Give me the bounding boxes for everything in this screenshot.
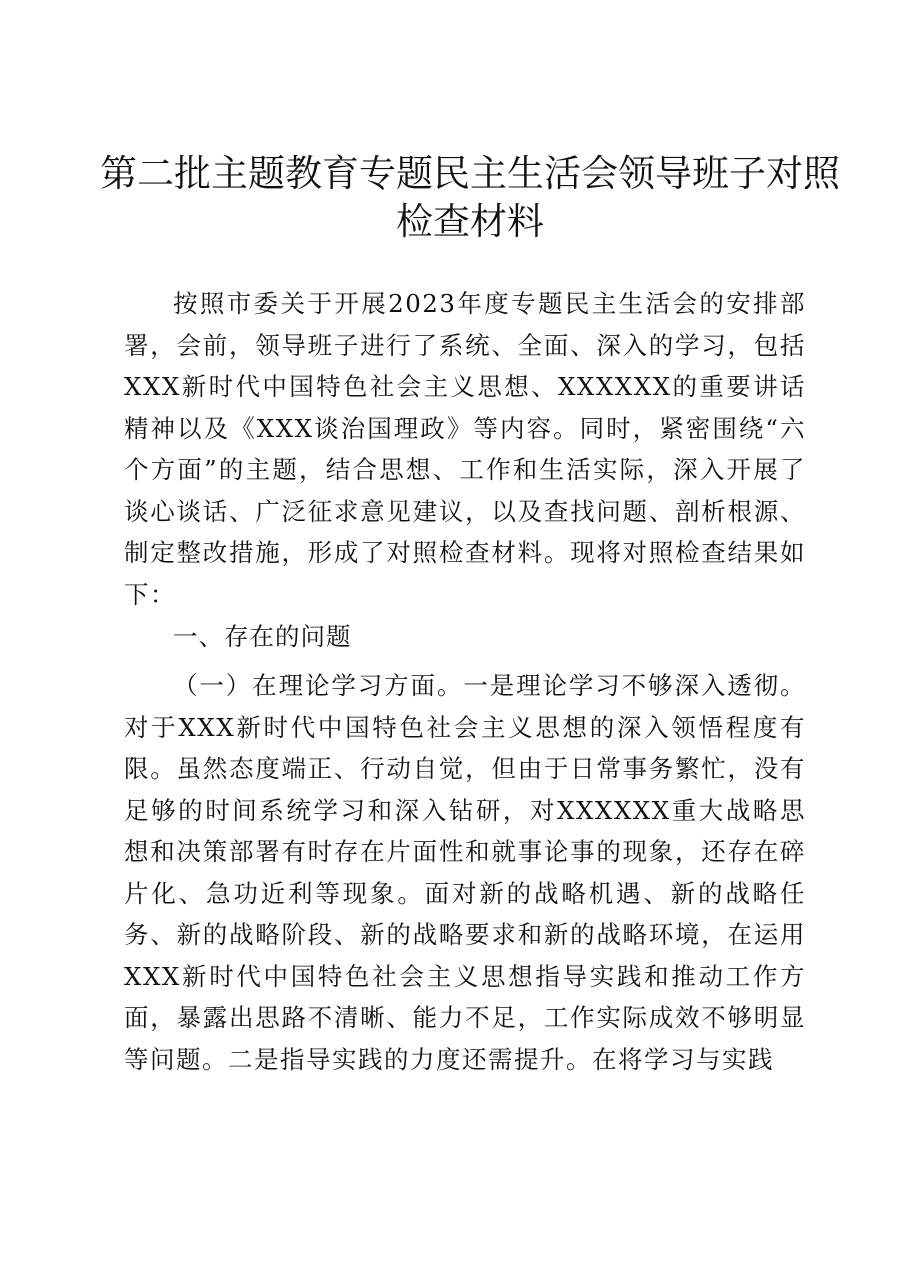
document-title: 第二批主题教育专题民主生活会领导班子对照检查材料 [100, 152, 840, 243]
subsection-paragraph [124, 665, 806, 1080]
section-heading: 一、存在的问题 [173, 622, 352, 651]
subsection-heading: （一）在理论学习方面。 [173, 671, 464, 700]
intro-paragraph: 按照市委关于开展2023年度专题民主生活会的安排部署，会前，领导班子进行了系统、全面、深入的学习，包括XXX新时代中国特色社会主义思想、XXXXXX的重要讲话精神以及《XXX谈治国理政》等内容。同时，紧密围绕“六个方面”的主题，结合思想、工作和生活实际，深入开展了谈心谈话、广泛征求意见建议，以及查找问题、剖析根源、制定整改措施，形成了对照检查材料。现将对照检查结果如下： [124, 289, 806, 609]
subsection-body: 一是理论学习不够深入透彻。对于XXX新时代中国特色社会主义思想的深入领悟程度有限。虽然态度端正、行动自觉，但由于日常事务繁忙，没有足够的时间系统学习和深入钻研，对XXXXXX重大战略思想和决策部署有时存在片面性和就事论事的现象，还存在碎片化、急功近利等现象。面对新的战略机遇、新的战略任务、新的战略阶段、新的战略要求和新的战略环境，在运用XXX新时代中国特色社会主义思想指导实践和推动工作方面，暴露出思路不清晰、能力不足，工作实际成效不够明显等问题。二是指导实践的力度还需提升。在将学习与实践 [124, 671, 807, 1074]
